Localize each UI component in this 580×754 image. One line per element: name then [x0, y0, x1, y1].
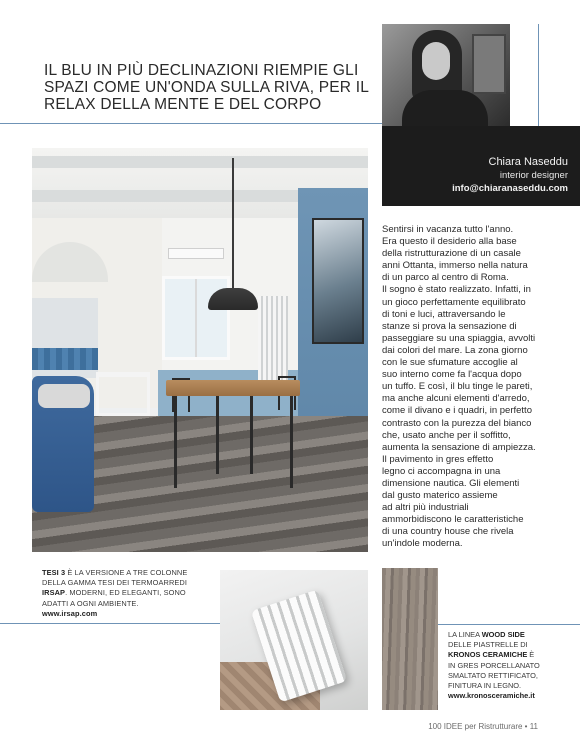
article-line: dimensione nautica. Gli elementi: [382, 477, 520, 489]
article-line: di una country house che rivela: [382, 526, 514, 538]
article-line: un gioco perfettamente equilibrato: [382, 296, 526, 308]
article-line: ammorbidiscono le caratteristiche: [382, 514, 524, 526]
page-footer: 100 IDEE per Ristrutturare • 11: [428, 722, 538, 731]
article-line: stanze si prova la sensazione di: [382, 320, 517, 332]
brand-name-kronos: KRONOS CERAMICHE: [448, 650, 528, 660]
brand-name-irsap: IRSAP: [42, 588, 66, 598]
article-line: della ristrutturazione di un casale: [382, 248, 521, 260]
deco-rule-top: [0, 123, 382, 124]
headline-line-2: SPAZI COME UN'ONDA SULLA RIVA, PER IL: [44, 79, 370, 96]
article-line: anni Ottanta, immerso nella natura: [382, 260, 528, 272]
product-name-tesi: TESI 3: [42, 568, 66, 577]
article-line: dai colori del mare. La zona giorno: [382, 344, 528, 356]
deco-rule-bottom: [0, 623, 220, 624]
article-line: come il divano e i quadri, in perfetto: [382, 405, 532, 417]
article-line: un'indole moderna.: [382, 538, 463, 550]
article-line: contrasto con la purezza del bianco: [382, 417, 532, 429]
designer-portrait-photo: [382, 24, 510, 126]
article-line: ad altri più industriali: [382, 502, 469, 514]
article-line: legno ci accompagna in una: [382, 465, 501, 477]
article-line: di un parco al centro di Roma.: [382, 272, 509, 284]
tile-caption: LA LINEA WOOD SIDE DELLE PIASTRELLE DI KRONOS CERAMICHE È IN GRES PORCELLANATO SMALTATO RETTIFICATO, FINITURA IN LEGNO. www.kronosceramiche.it: [448, 630, 560, 701]
article-line: con le sue sfumature accoglie al: [382, 357, 518, 369]
headline-line-1: IL BLU IN PIÙ DECLINAZIONI RIEMPIE GLI: [44, 62, 359, 79]
article-line: suo interno come fa l'acqua dopo: [382, 369, 522, 381]
radiator-caption: TESI 3 È LA VERSIONE A TRE COLONNE DELLA GAMMA TESI DEI TERMOARREDI IRSAP. MODERNI, ED ELEGANTI, SONO ADATTI A OGNI AMBIENTE. www.irsap.com: [42, 568, 222, 619]
deco-rule-vertical-right: [538, 24, 539, 134]
article-line: ma anche alcuni elementi d'arredo,: [382, 393, 530, 405]
headline: [44, 62, 374, 113]
article-line: che, usato anche per il soffitto,: [382, 429, 511, 441]
article-line: Era questo il desiderio alla base: [382, 236, 517, 248]
article-line: Il pavimento in gres effetto: [382, 453, 494, 465]
article-line: Il sogno è stato realizzato. Infatti, in: [382, 284, 531, 296]
article-line: dal gusto materico assieme: [382, 490, 498, 502]
product-name-wood-side: WOOD SIDE: [481, 630, 525, 639]
kronos-link[interactable]: www.kronosceramiche.it: [448, 691, 535, 701]
article-line: un tuffo. E così, il blu tinge le pareti,: [382, 381, 533, 393]
radiator-product-photo: [220, 570, 368, 710]
designer-email: info@chiaranaseddu.com: [452, 183, 568, 194]
article-line: passeggiare su una spiaggia, avvolti: [382, 332, 536, 344]
designer-name: Chiara Naseddu: [488, 156, 568, 168]
article-line: aumenta la sensazione di ampiezza.: [382, 441, 536, 453]
headline-line-3: RELAX DELLA MENTE E DEL CORPO: [44, 96, 322, 113]
irsap-link[interactable]: www.irsap.com: [42, 608, 98, 618]
designer-role: interior designer: [499, 170, 568, 181]
article-line: Sentirsi in vacanza tutto l'anno.: [382, 224, 514, 235]
article-line: di toni e luci, attraversando le: [382, 308, 506, 320]
living-room-photo: [32, 148, 368, 552]
wood-tile-product-photo: [382, 568, 438, 710]
article-body: [382, 224, 542, 551]
designer-profile-box: [382, 126, 580, 206]
